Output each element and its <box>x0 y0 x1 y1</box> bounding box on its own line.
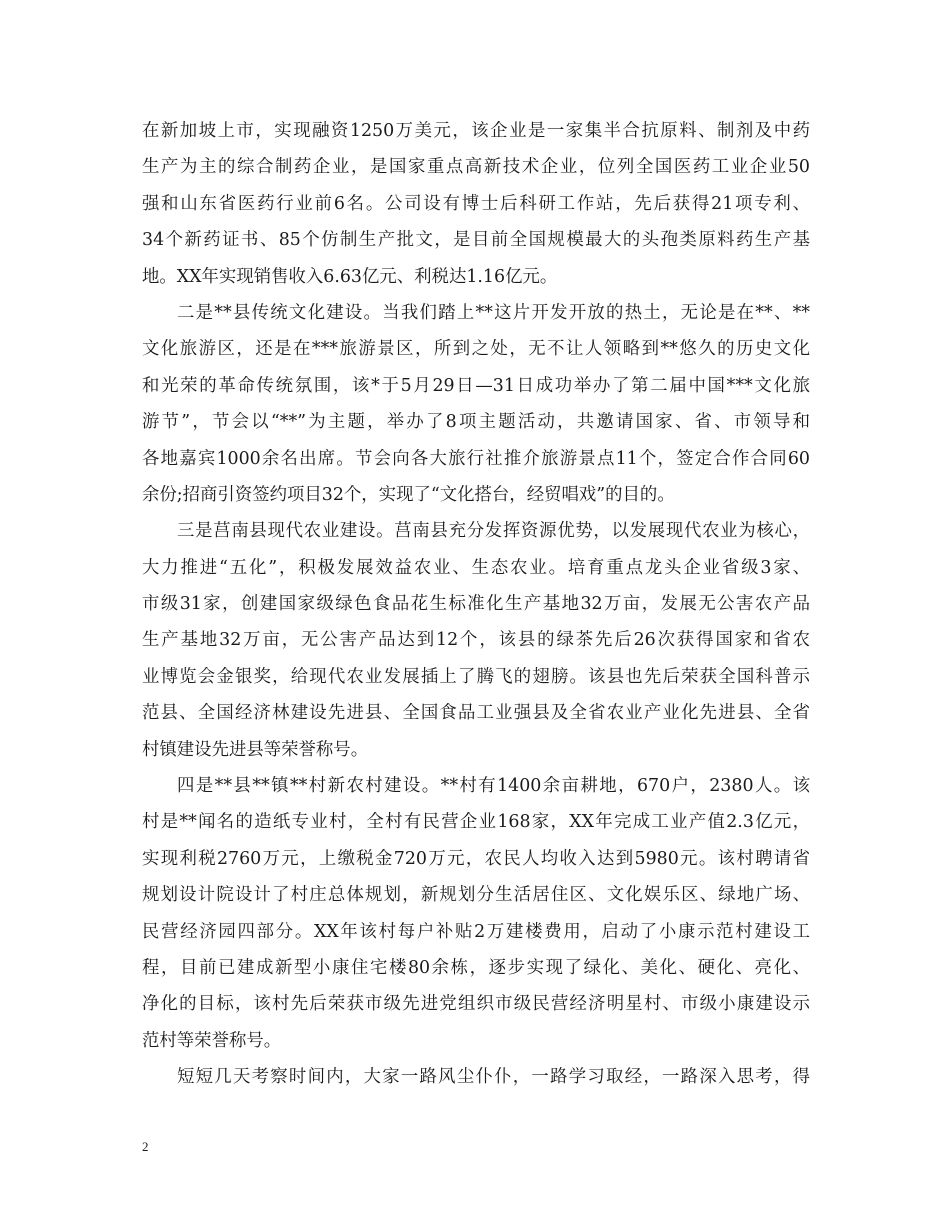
text-line: 和光荣的革命传统氛围，该*于5月29日—31日成功举办了第二届中国***文化旅 <box>142 375 810 396</box>
text-line: 各地嘉宾1000余名出席。节会向各大旅行社推介旅游景点11个，签定合作合同60 <box>142 448 810 469</box>
text-line: 规划设计院设计了村庄总体规划，新规划分生活居住区、文化娱乐区、绿地广场、 <box>142 885 810 906</box>
text-line: 二是**县传统文化建设。当我们踏上**这片开发开放的热土，无论是在**、** <box>177 302 810 323</box>
text-line: 文化旅游区，还是在***旅游景区，所到之处，无不让人领略到**悠久的历史文化 <box>142 339 810 360</box>
text-line: 四是**县**镇**村新农村建设。**村有1400余亩耕地，670户，2380人。该 <box>177 776 810 797</box>
text-line: 生产为主的综合制药企业，是国家重点高新技术企业，位列全国医药工业企业50 <box>142 157 810 178</box>
text-line: 余份;招商引资签约项目32个，实现了“文化搭台，经贸唱戏”的目的。 <box>142 484 675 505</box>
body-text <box>142 113 810 1096</box>
text-line: 地。XX年实现销售收入6.63亿元、利税达1.16亿元。 <box>142 266 558 287</box>
text-line: 实现利税2760万元，上缴税金720万元，农民人均收入达到5980元。该村聘请省 <box>142 848 810 869</box>
text-line: 市级31家，创建国家级绿色食品花生标准化生产基地32万亩，发展无公害农产品 <box>142 594 810 615</box>
text-line: 民营经济园四部分。XX年该村每户补贴2万建楼费用，启动了小康示范村建设工 <box>142 921 810 942</box>
text-line: 三是莒南县现代农业建设。莒南县充分发挥资源优势，以发展现代农业为核心， <box>177 521 810 542</box>
text-line: 村镇建设先进县等荣誉称号。 <box>142 739 369 760</box>
text-line: 游节”，节会以“**”为主题，举办了8项主题活动，共邀请国家、省、市领导和 <box>142 412 810 433</box>
text-line: 范村等荣誉称号。 <box>142 1030 282 1051</box>
text-line: 34个新药证书、85个仿制生产批文，是目前全国规模最大的头孢类原料药生产基 <box>142 230 810 251</box>
text-line: 大力推进“五化”，积极发展效益农业、生态农业。培育重点龙头企业省级3家、 <box>142 557 810 578</box>
text-line: 业博览会金银奖，给现代农业发展插上了腾飞的翅膀。该县也先后荣获全国科普示 <box>142 666 810 687</box>
text-line: 净化的目标，该村先后荣获市级先进党组织市级民营经济明星村、市级小康建设示 <box>142 994 810 1015</box>
text-line: 生产基地32万亩，无公害产品达到12个，该县的绿茶先后26次获得国家和省农 <box>142 630 810 651</box>
text-line: 在新加坡上市，实现融资1250万美元，该企业是一家集半合抗原料、制剂及中药 <box>142 121 810 141</box>
text-line: 范县、全国经济林建设先进县、全国食品工业强县及全省农业产业化先进县、全省 <box>142 703 810 724</box>
text-line: 程，目前已建成新型小康住宅楼80余栋，逐步实现了绿化、美化、硬化、亮化、 <box>142 957 810 978</box>
text-line: 村是**闻名的造纸专业村，全村有民营企业168家，XX年完成工业产值2.3亿元， <box>142 812 810 833</box>
page-number: 2 <box>142 1139 149 1154</box>
text-line: 强和山东省医药行业前6名。公司设有博士后科研工作站，先后获得21项专利、 <box>142 193 810 214</box>
text-line: 短短几天考察时间内，大家一路风尘仆仆，一路学习取经，一路深入思考，得 <box>177 1067 810 1088</box>
